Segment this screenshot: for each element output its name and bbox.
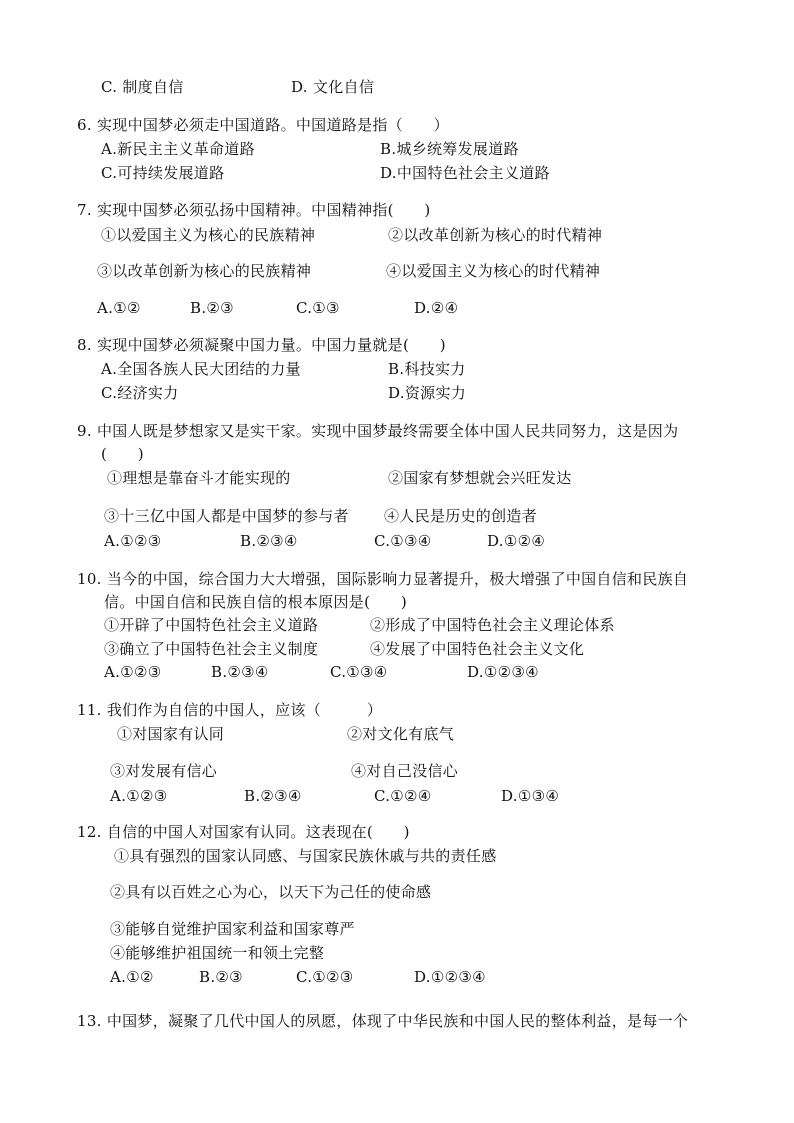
q10-option-a: A.①②③: [104, 663, 162, 681]
q8-option-b: B.科技实力: [388, 360, 466, 378]
q9-item-1: ①理想是靠奋斗才能实现的: [107, 469, 291, 487]
q10-option-c: C.①③④: [330, 663, 388, 681]
q7-option-a: A.①②: [97, 299, 141, 317]
q13-stem-line-1: 13. 中国梦，凝聚了几代中国人的夙愿，体现了中华民族和中国人民的整体利益，是每一个: [77, 1012, 689, 1030]
q11-stem: 11. 我们作为自信的中国人，应该（ ）: [77, 701, 383, 719]
q5-option-d: D. 文化自信: [291, 78, 375, 96]
q11-item-1: ①对国家有认同: [117, 725, 225, 743]
q7-option-d: D.②④: [414, 299, 459, 317]
q6-stem: 6. 实现中国梦必须走中国道路。中国道路是指（ ）: [77, 116, 449, 134]
q7-item-4: ④以爱国主义为核心的时代精神: [386, 262, 601, 280]
q11-option-d: D.①③④: [501, 787, 560, 805]
q7-stem: 7. 实现中国梦必须弘扬中国精神。中国精神指( ): [77, 201, 431, 219]
q11-option-a: A.①②③: [110, 787, 168, 805]
q8-option-a: A.全国各族人民大团结的力量: [101, 360, 301, 378]
q9-item-3: ③十三亿中国人都是中国梦的参与者: [104, 507, 349, 525]
q8-stem: 8. 实现中国梦必须凝聚中国力量。中国力量就是( ): [77, 336, 446, 354]
q10-item-2: ②形成了中国特色社会主义理论体系: [370, 616, 615, 634]
q6-option-b: B.城乡统筹发展道路: [380, 140, 519, 158]
q6-option-a: A.新民主主义革命道路: [101, 140, 255, 158]
q11-option-b: B.②③④: [244, 787, 302, 805]
q7-item-2: ②以改革创新为核心的时代精神: [388, 226, 603, 244]
q9-item-4: ④人民是历史的创造者: [384, 507, 538, 525]
q11-option-c: C.①②④: [374, 787, 432, 805]
q7-item-3: ③以改革创新为核心的民族精神: [97, 262, 312, 280]
q11-item-4: ④对自己没信心: [351, 762, 459, 780]
q9-item-2: ②国家有梦想就会兴旺发达: [388, 469, 572, 487]
q10-option-d: D.①②③④: [467, 663, 539, 681]
q9-option-a: A.①②③: [104, 532, 162, 550]
q7-option-b: B.②③: [190, 299, 234, 317]
q9-option-b: B.②③④: [240, 532, 298, 550]
q5-option-c: C. 制度自信: [101, 78, 184, 96]
q10-stem-line-2: 信。中国自信和民族自信的根本原因是( ): [104, 593, 408, 611]
q12-item-3: ③能够自觉维护国家利益和国家尊严: [110, 920, 355, 938]
q8-option-d: D.资源实力: [388, 384, 467, 402]
q10-stem-line-1: 10. 当今的中国，综合国力大大增强，国际影响力显著提升，极大增强了中国自信和民族自: [77, 570, 689, 588]
q12-item-4: ④能够维护祖国统一和领土完整: [110, 944, 325, 962]
q12-stem: 12. 自信的中国人对国家有认同。这表现在( ): [77, 823, 410, 841]
q10-item-4: ④发展了中国特色社会主义文化: [370, 640, 585, 658]
q8-option-c: C.经济实力: [101, 384, 179, 402]
q9-option-d: D.①②④: [487, 532, 546, 550]
q12-option-b: B.②③: [199, 968, 243, 986]
q9-option-c: C.①③④: [374, 532, 432, 550]
q10-item-3: ③确立了中国特色社会主义制度: [104, 640, 319, 658]
q9-stem-line-1: 9. 中国人既是梦想家又是实干家。实现中国梦最终需要全体中国人民共同努力，这是因为: [77, 422, 679, 440]
q12-option-d: D.①②③④: [414, 968, 486, 986]
q11-item-2: ②对文化有底气: [347, 725, 455, 743]
q12-option-c: C.①②③: [296, 968, 354, 986]
q7-item-1: ①以爱国主义为核心的民族精神: [101, 226, 316, 244]
q12-option-a: A.①②: [110, 968, 154, 986]
q9-stem-line-2: ( ): [101, 445, 144, 463]
q6-option-d: D.中国特色社会主义道路: [380, 164, 550, 182]
q11-item-3: ③对发展有信心: [110, 762, 218, 780]
q6-option-c: C.可持续发展道路: [101, 164, 225, 182]
q12-item-1: ①具有强烈的国家认同感、与国家民族休戚与共的责任感: [114, 847, 497, 865]
q10-option-b: B.②③④: [211, 663, 269, 681]
q10-item-1: ①开辟了中国特色社会主义道路: [104, 616, 319, 634]
q12-item-2: ②具有以百姓之心为心，以天下为己任的使命感: [110, 883, 432, 901]
q7-option-c: C.①③: [296, 299, 340, 317]
